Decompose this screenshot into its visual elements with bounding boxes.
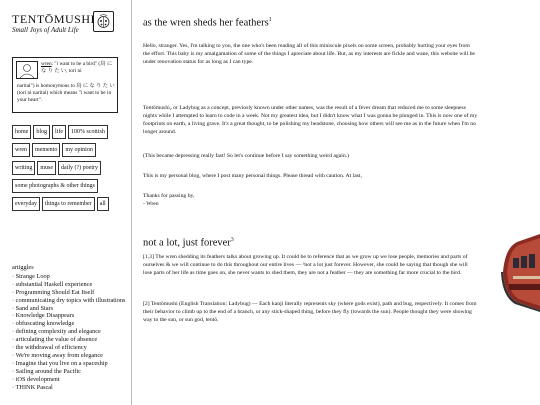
about-line-1: : "i want to be a bird" (鳥 に な り た い, tori ni bbox=[41, 61, 113, 74]
sidebar bbox=[0, 0, 132, 405]
link-item[interactable]: · Sand and Stars bbox=[12, 304, 54, 312]
site-title[interactable]: TENTŌMUSHI bbox=[12, 12, 95, 26]
link-item[interactable]: · Strange Loop bbox=[12, 272, 50, 280]
tag-link[interactable]: all bbox=[97, 197, 109, 211]
links-title: artiggles bbox=[12, 264, 34, 271]
link-item[interactable]: · communicating dry topics with illustrations bbox=[12, 296, 126, 304]
tag-link[interactable]: 100% scottish bbox=[68, 125, 108, 139]
about-line-2: naritai") is homonymous to 鳥 に な り た い (tori ni naritai) which means "i want to be in your heart". bbox=[17, 83, 115, 103]
post-paragraph: Tentōmushi₂ or Ladybug as a concept, previosly known under other names, was the result of a fever dream that reduced me to some sleepness nights while I attempted to learn to code in a week. Not my greatest idea, but I didn't know what I was gonna be plunged in. This is now one of my footprints on earth, a living grave. It's a great thought, to be polishing my headstone, choosing how others will see me as in the future when I'm no longer around. bbox=[143, 105, 478, 135]
footnote-ref[interactable]: 1 bbox=[268, 17, 272, 23]
tag-navigation bbox=[12, 125, 124, 215]
signoff-name: - Wren bbox=[143, 201, 159, 207]
tag-link[interactable]: blog bbox=[33, 125, 50, 139]
post-body-3 bbox=[143, 152, 478, 160]
tag-row bbox=[12, 125, 124, 139]
about-intro bbox=[41, 61, 117, 75]
tag-link[interactable]: life bbox=[52, 125, 66, 139]
tag-link[interactable]: home bbox=[12, 125, 31, 139]
site-brand[interactable] bbox=[12, 12, 95, 35]
link-item[interactable]: · We're moving away from elegance bbox=[12, 351, 103, 359]
links-list bbox=[12, 264, 132, 392]
post-title[interactable]: as the wren sheds her feathers$^1$ bbox=[143, 17, 272, 29]
link-item[interactable]: · Knowledge Disappears bbox=[12, 312, 75, 320]
post-signoff bbox=[143, 192, 478, 208]
tag-link[interactable]: my opinion bbox=[62, 143, 96, 157]
link-item[interactable]: · obfuscating knowledge bbox=[12, 320, 75, 328]
subway-train-icon bbox=[499, 232, 540, 312]
post-paragraph: This is my personal blog, where I post many personal things. Please thread with caution. At last, bbox=[143, 173, 362, 179]
tag-link[interactable]: some photographs & other things bbox=[12, 179, 98, 193]
post-body-2 bbox=[143, 104, 478, 136]
wren-link[interactable]: wren bbox=[41, 61, 52, 67]
link-item[interactable]: · the withdrawal of efficiency bbox=[12, 344, 87, 352]
post-intro: Hello, stranger. Yes, I'm talking to you, the one who's been reading all of this miniscule pixels on some screen, probably hurting your eyes from the effort. This baby is my amalgamation of some of the things I apreciate about life. But, as my interests are fickle and wane, this website will be under renovation status for as long as I can type. bbox=[143, 43, 475, 65]
site-subtitle: Small Joys of Adult Life bbox=[12, 26, 79, 34]
tag-row bbox=[12, 161, 124, 175]
link-item[interactable]: · iOS development bbox=[12, 375, 60, 383]
tag-link[interactable]: muse bbox=[37, 161, 56, 175]
post-body bbox=[143, 42, 478, 66]
link-item[interactable]: · defining complexity and elegance bbox=[12, 328, 101, 336]
tag-row bbox=[12, 179, 124, 193]
footnote-1 bbox=[143, 253, 478, 277]
tag-link[interactable]: memento bbox=[32, 143, 60, 157]
tag-link[interactable]: things to remember bbox=[42, 197, 95, 211]
avatar bbox=[16, 61, 38, 79]
tag-link[interactable]: daily (?) poetry bbox=[58, 161, 101, 175]
link-item[interactable]: · Imagine that you live on a spaceship bbox=[12, 359, 108, 367]
footnote-ref-2[interactable]: 3 bbox=[230, 237, 234, 243]
link-item[interactable]: · THINK Pascal bbox=[12, 383, 53, 391]
footnote-text: [2] Tentōmushi (English Translation: Ladybug) — Each kanji literally represents sky (where gods exist), path and bug, respectively. It comes from their behavior to climb up to the end of a branch, or any stick-shaped thing, before they fly (towards the sun). People thought they were showing way to the sun, or sun god, tentō. bbox=[143, 301, 477, 323]
post-title-2[interactable]: not a lot, just forever$^3$ bbox=[143, 237, 234, 249]
footnote-text: [1,3] The wren shedding its feathers talks about growing up. It could be to reference that as we grow up we lose people, memories and parts of ourselves & we will continue to do this throughout our entire lives — ³not a lot just forever. However, she could be saying that though she will lose parts of her life as time goes on, she never wants to shed them, they are not a feather — they are something far more crucial to the bird. bbox=[143, 254, 468, 276]
footnote-2 bbox=[143, 300, 478, 324]
post-body-4 bbox=[143, 172, 478, 180]
tag-link[interactable]: wren bbox=[12, 143, 30, 157]
about-box bbox=[12, 57, 118, 113]
post-paragraph: (This became depressing really fast! So let's continue before I say something weird again.) bbox=[143, 153, 350, 159]
signoff-line: Thanks for passing by, bbox=[143, 193, 195, 199]
tag-row bbox=[12, 143, 124, 157]
main-content bbox=[143, 0, 495, 405]
tag-row bbox=[12, 197, 124, 211]
link-item[interactable]: · Programming Should Eat Itself bbox=[12, 288, 95, 296]
link-item[interactable]: · Sailing around the Pacific bbox=[12, 367, 81, 375]
link-item[interactable]: · articulating the value of absence bbox=[12, 336, 98, 344]
tag-link[interactable]: writing bbox=[12, 161, 35, 175]
link-item[interactable]: · substantial Haskell experience bbox=[12, 280, 93, 288]
ladybug-emblem-icon bbox=[93, 11, 114, 32]
tag-link[interactable]: everyday bbox=[12, 197, 40, 211]
